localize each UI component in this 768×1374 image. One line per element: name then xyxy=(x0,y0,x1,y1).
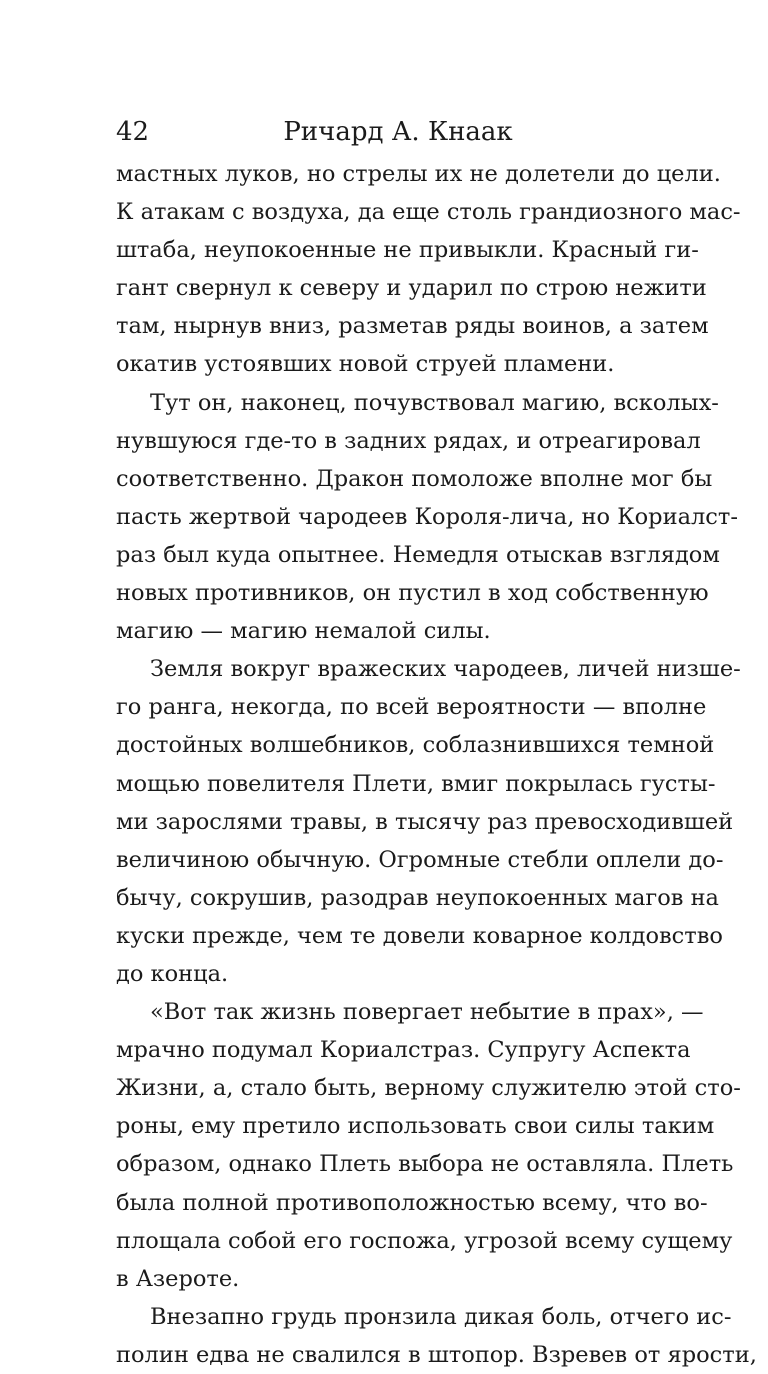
text-line: раз был куда опытнее. Немедля отыскав взглядом xyxy=(116,541,720,568)
page-number: 42 xyxy=(116,117,150,147)
text-line: гант свернул к северу и ударил по строю нежити xyxy=(116,275,707,302)
text-line: магию — магию немалой силы. xyxy=(116,618,491,645)
text-line: соответственно. Дракон помоложе вполне мог бы xyxy=(116,465,713,492)
text-line: мощью повелителя Плети, вмиг покрылась густы- xyxy=(116,770,716,797)
text-line: мрачно подумал Кориалстраз. Супругу Аспекта xyxy=(116,1037,691,1064)
text-line: нувшуюся где-то в задних рядах, и отреагировал xyxy=(116,427,701,454)
text-line: К атакам с воздуха, да еще столь грандиозного мас- xyxy=(116,199,741,226)
text-line: Земля вокруг вражеских чародеев, личей низше- xyxy=(150,656,741,683)
text-line: новых противников, он пустил в ход собственную xyxy=(116,580,709,607)
text-line: площала собой его госпожа, угрозой всему сущему xyxy=(116,1227,733,1254)
text-line: Внезапно грудь пронзила дикая боль, отчего ис- xyxy=(150,1303,732,1330)
text-line: полин едва не свалился в штопор. Взревев от ярости, xyxy=(116,1341,757,1368)
text-line: «Вот так жизнь повергает небытие в прах», — xyxy=(150,999,704,1026)
running-title: Ричард А. Кнаак xyxy=(283,117,513,147)
text-line: ми зарослями травы, в тысячу раз превосходившей xyxy=(116,808,734,835)
text-line: достойных волшебников, соблазнившихся темной xyxy=(116,732,715,759)
text-line: бычу, сокрушив, разодрав неупокоенных магов на xyxy=(116,884,719,911)
text-line: го ранга, некогда, по всей вероятности — вполне xyxy=(116,694,707,721)
text-line: образом, однако Плеть выбора не оставляла. Плеть xyxy=(116,1151,734,1178)
text-line: Жизни, а, стало быть, верному служителю этой сто- xyxy=(116,1075,741,1102)
text-line: Тут он, наконец, почувствовал магию, всколых- xyxy=(150,389,719,416)
text-line: в Азероте. xyxy=(116,1265,240,1292)
running-head xyxy=(116,112,680,152)
text-line: куски прежде, чем те довели коварное колдовство xyxy=(116,922,723,949)
text-line: величиною обычную. Огромные стебли оплели до- xyxy=(116,846,724,873)
text-line: мастных луков, но стрелы их не долетели до цели. xyxy=(116,161,721,187)
text-line: окатив устоявших новой струей пламени. xyxy=(116,351,615,378)
text-line: там, нырнув вниз, разметав ряды воинов, а затем xyxy=(116,313,709,340)
text-line: пасть жертвой чародеев Короля-лича, но Кориалст- xyxy=(116,503,738,530)
text-line: до конца. xyxy=(116,960,229,987)
text-line: была полной противоположностью всему, что во- xyxy=(116,1189,708,1216)
text-line: роны, ему претило использовать свои силы таким xyxy=(116,1113,715,1140)
text-line: штаба, неупокоенные не привыкли. Красный ги- xyxy=(116,237,699,264)
body-text xyxy=(116,155,757,1374)
